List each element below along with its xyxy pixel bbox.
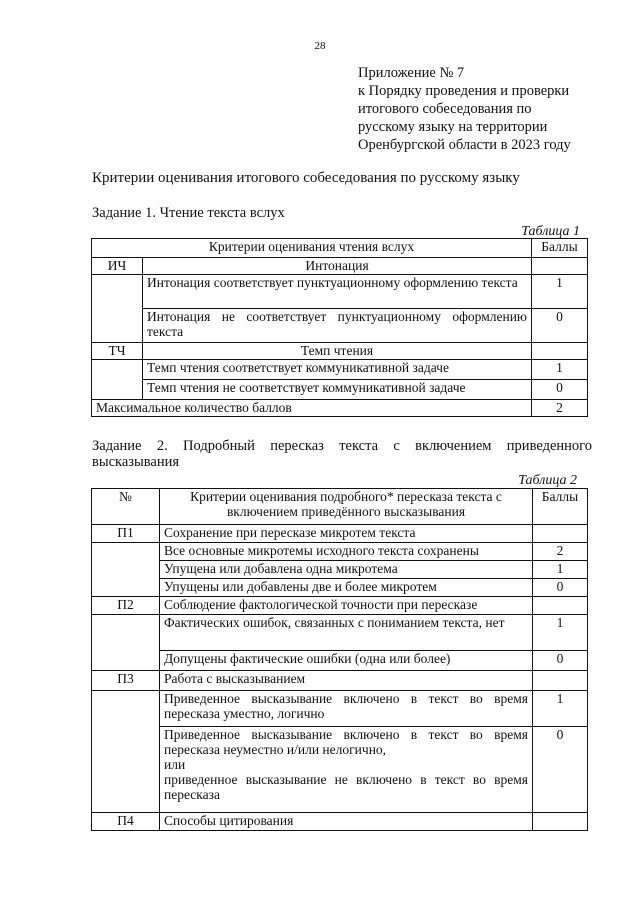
criterion-score: 1 bbox=[533, 561, 588, 579]
code-cell bbox=[92, 360, 143, 400]
appendix-line: итогового собеседования по bbox=[358, 101, 532, 117]
criterion-text: Темп чтения не соответствует коммуникативной задаче bbox=[143, 380, 532, 400]
criterion-title: Работа с высказыванием bbox=[160, 671, 533, 691]
criterion-text: Интонация не соответствует пунктуационному оформлению текста bbox=[143, 309, 532, 343]
header-criteria: Критерии оценивания подробного* пересказа текста с включением приведённого высказывания bbox=[160, 489, 533, 525]
appendix-line: Оренбургской области в 2023 году bbox=[358, 137, 571, 153]
criteria-title: Критерии оценивания итогового собеседования по русскому языку bbox=[92, 170, 520, 186]
section-row bbox=[92, 671, 588, 691]
criterion-title: Способы цитирования bbox=[160, 813, 533, 831]
header-criteria: Критерии оценивания чтения вслух bbox=[92, 239, 532, 258]
criterion-code: П2 bbox=[92, 597, 160, 615]
criterion-code: ТЧ bbox=[92, 343, 143, 360]
criterion-code: П3 bbox=[92, 671, 160, 691]
table-row bbox=[92, 275, 588, 309]
task2-heading-line2: высказывания bbox=[92, 454, 180, 470]
score-cell bbox=[533, 597, 588, 615]
criterion-text-part: приведенное высказывание не включено в текст во время пересказа bbox=[164, 772, 528, 802]
criterion-text bbox=[160, 727, 533, 813]
criterion-text: Упущена или добавлена одна микротема bbox=[160, 561, 533, 579]
criterion-title: Сохранение при пересказе микротем текста bbox=[160, 525, 533, 543]
section-row bbox=[92, 525, 588, 543]
criterion-text: Упущены или добавлены две и более микротем bbox=[160, 579, 533, 597]
criterion-text-part: Приведенное высказывание включено в текст во время пересказа неуместно и/или нелогично, bbox=[164, 727, 528, 757]
criterion-score: 0 bbox=[533, 579, 588, 597]
table-row bbox=[92, 309, 588, 343]
criterion-score: 2 bbox=[533, 543, 588, 561]
score-cell bbox=[533, 525, 588, 543]
criterion-score: 0 bbox=[532, 309, 588, 343]
table-row bbox=[92, 691, 588, 727]
criterion-text: Приведенное высказывание включено в текст во время пересказа уместно, логично bbox=[160, 691, 533, 727]
table-row bbox=[92, 561, 588, 579]
appendix-block bbox=[358, 64, 620, 154]
table2-caption: Таблица 2 bbox=[518, 473, 577, 488]
criterion-title: Интонация bbox=[143, 258, 532, 275]
task2-heading-line1: Задание 2. Подробный пересказ текста с включением приведенного bbox=[92, 438, 592, 454]
header-score: Баллы bbox=[533, 489, 588, 525]
appendix-line: к Порядку проведения и проверки bbox=[358, 83, 570, 99]
score-cell bbox=[532, 258, 588, 275]
criterion-text: Фактических ошибок, связанных с пониманием текста, нет bbox=[160, 615, 533, 651]
code-cell bbox=[92, 275, 143, 343]
criterion-text-or: или bbox=[164, 757, 186, 772]
table-1 bbox=[91, 238, 588, 417]
criterion-score: 1 bbox=[533, 691, 588, 727]
max-score-row bbox=[92, 400, 588, 417]
max-score-label: Максимальное количество баллов bbox=[92, 400, 532, 417]
criterion-score: 1 bbox=[533, 615, 588, 651]
table-row bbox=[92, 543, 588, 561]
code-cell bbox=[92, 615, 160, 671]
page-number: 28 bbox=[314, 40, 326, 52]
criterion-title: Темп чтения bbox=[143, 343, 532, 360]
table-row bbox=[92, 360, 588, 380]
table-2 bbox=[91, 488, 588, 831]
section-row bbox=[92, 258, 588, 275]
criterion-text: Темп чтения соответствует коммуникативной задаче bbox=[143, 360, 532, 380]
criterion-score: 0 bbox=[532, 380, 588, 400]
code-cell bbox=[92, 691, 160, 813]
criterion-code: ИЧ bbox=[92, 258, 143, 275]
section-row bbox=[92, 343, 588, 360]
criterion-code: П1 bbox=[92, 525, 160, 543]
criterion-text: Допущены фактические ошибки (одна или более) bbox=[160, 651, 533, 671]
task1-heading: Задание 1. Чтение текста вслух bbox=[92, 205, 285, 221]
score-cell bbox=[533, 671, 588, 691]
criterion-text: Интонация соответствует пунктуационному оформлению текста bbox=[143, 275, 532, 309]
score-cell bbox=[532, 343, 588, 360]
table-row bbox=[92, 727, 588, 813]
appendix-line: русскому языку на территории bbox=[358, 119, 548, 135]
criterion-text: Все основные микротемы исходного текста сохранены bbox=[160, 543, 533, 561]
criterion-score: 1 bbox=[532, 360, 588, 380]
table1-caption: Таблица 1 bbox=[521, 224, 580, 239]
table-row bbox=[92, 380, 588, 400]
criterion-score: 0 bbox=[533, 727, 588, 813]
table-row bbox=[92, 651, 588, 671]
header-score: Баллы bbox=[532, 239, 588, 258]
code-cell bbox=[92, 543, 160, 597]
criterion-score: 1 bbox=[532, 275, 588, 309]
criterion-code: П4 bbox=[92, 813, 160, 831]
criterion-title: Соблюдение фактологической точности при пересказе bbox=[160, 597, 533, 615]
section-row bbox=[92, 813, 588, 831]
table-row bbox=[92, 579, 588, 597]
table-header-row bbox=[92, 239, 588, 258]
header-num: № bbox=[92, 489, 160, 525]
score-cell bbox=[533, 813, 588, 831]
appendix-line: Приложение № 7 bbox=[358, 65, 465, 81]
max-score-value: 2 bbox=[532, 400, 588, 417]
section-row bbox=[92, 597, 588, 615]
table-header-row bbox=[92, 489, 588, 525]
table-row bbox=[92, 615, 588, 651]
criterion-score: 0 bbox=[533, 651, 588, 671]
